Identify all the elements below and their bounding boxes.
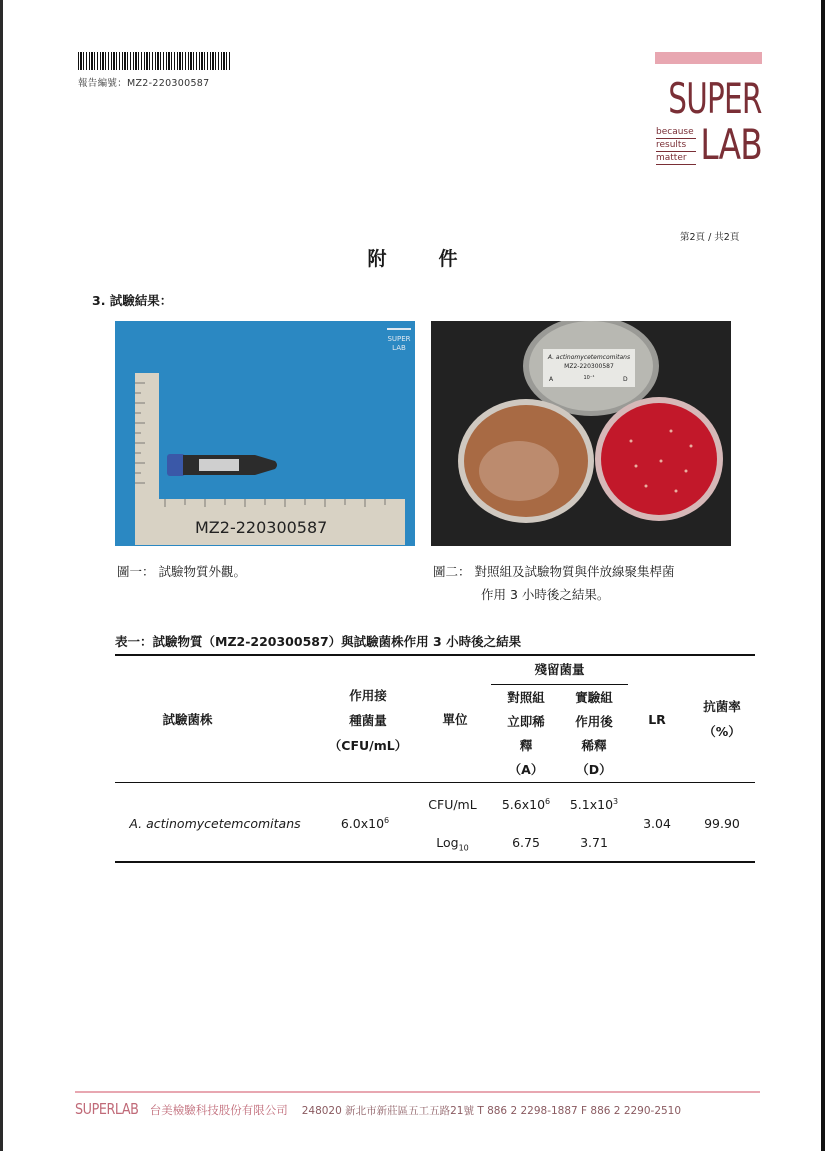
page-number: 第2頁 / 共2頁 — [680, 232, 740, 243]
cell-control-cfu: $5.6x10^6$ — [501, 797, 551, 813]
page-right-edge — [821, 0, 825, 1151]
tagline-line-2: results — [656, 139, 696, 152]
figure2-caption-line1: 圖二： 對照組及試驗物質與伴放線聚集桿菌 — [433, 564, 675, 579]
figure2-caption-line2: 作用 3 小時後之結果。 — [481, 587, 610, 602]
header-inoculum-3: （CFU/mL） — [328, 738, 408, 753]
report-number: 報告編號：MZ2-220300587 — [78, 78, 210, 89]
cell-rate: 99.90 — [704, 816, 740, 831]
header-strain: 試驗菌株 — [162, 712, 213, 727]
table-header-rule — [115, 782, 755, 783]
tagline-line-3: matter — [656, 152, 696, 165]
header-control-1: 對照組 — [507, 690, 545, 705]
logo-lab-text: LAB — [700, 120, 762, 169]
barcode — [78, 52, 232, 70]
table-top-rule — [115, 654, 755, 656]
page-left-edge — [0, 0, 3, 1151]
header-test-4: （D） — [576, 762, 612, 777]
header-test-1: 實驗組 — [575, 690, 613, 705]
plate-label-a: A — [549, 376, 554, 383]
table-bottom-rule — [115, 861, 755, 863]
svg-text:SUPER: SUPER — [387, 335, 411, 343]
footer — [75, 1100, 681, 1118]
ruler-sample-label: MZ2-220300587 — [195, 518, 328, 537]
figure1-photo — [115, 321, 415, 546]
cell-strain: A. actinomycetemcomitans — [129, 816, 301, 831]
cell-unit-log: Log$_{10}$ — [436, 835, 469, 853]
header-control-3: 釋 — [519, 738, 533, 753]
svg-text:LAB: LAB — [392, 344, 406, 352]
cell-test-cfu: $5.1x10^3$ — [569, 797, 619, 813]
plate-label-species: A. actinomycetemcomitans — [547, 354, 631, 361]
plate-label-id: MZ2-220300587 — [564, 363, 614, 370]
logo-tagline — [656, 126, 696, 165]
header-residual: 殘留菌量 — [534, 662, 585, 677]
footer-rule — [75, 1091, 760, 1093]
header-control-2: 立即稀 — [507, 714, 545, 729]
sample-tube-illustration — [115, 321, 415, 546]
plate-label-d: D — [623, 376, 628, 383]
header-rate-1: 抗菌率 — [703, 699, 741, 714]
cell-control-log: 6.75 — [512, 835, 540, 850]
cell-lr: 3.04 — [643, 816, 671, 831]
footer-address: 248020 新北市新莊區五工五路21號 T 886 2 2298-1887 F 886 2 2290-2510 — [301, 1105, 682, 1117]
header-unit: 單位 — [442, 712, 468, 727]
table-title: 表一：試驗物質（MZ2-220300587）與試驗菌株作用 3 小時後之結果 — [115, 634, 522, 649]
logo-pink-bar — [655, 52, 762, 64]
section-heading: 3. 試驗結果： — [92, 293, 173, 308]
superlab-logo — [655, 52, 762, 170]
header-lr: LR — [648, 712, 666, 727]
footer-brand: SUPERLAB — [75, 1100, 139, 1118]
page-title: 附件 — [367, 248, 510, 270]
plate-label-dilution: 10⁻¹ — [583, 375, 595, 381]
cell-unit-cfu: CFU/mL — [428, 797, 477, 812]
tagline-line-1: because — [656, 126, 696, 139]
header-inoculum-1: 作用接 — [349, 688, 387, 703]
header-inoculum-2: 種菌量 — [349, 713, 387, 728]
cell-test-log: 3.71 — [580, 835, 608, 850]
header-rate-2: （%） — [703, 724, 741, 739]
petri-dishes-illustration — [431, 321, 731, 546]
logo-super-text: SUPER — [668, 74, 762, 123]
figure1-caption: 圖一： 試驗物質外觀。 — [117, 564, 246, 579]
header-control-4: （A） — [508, 762, 544, 777]
header-test-2: 作用後 — [575, 714, 613, 729]
header-test-3: 稀釋 — [581, 738, 607, 753]
cell-inoculum: $6.0x10^6$ — [340, 816, 390, 832]
figure2-photo — [431, 321, 731, 546]
footer-company: 台美檢驗科技股份有限公司 — [149, 1103, 288, 1117]
